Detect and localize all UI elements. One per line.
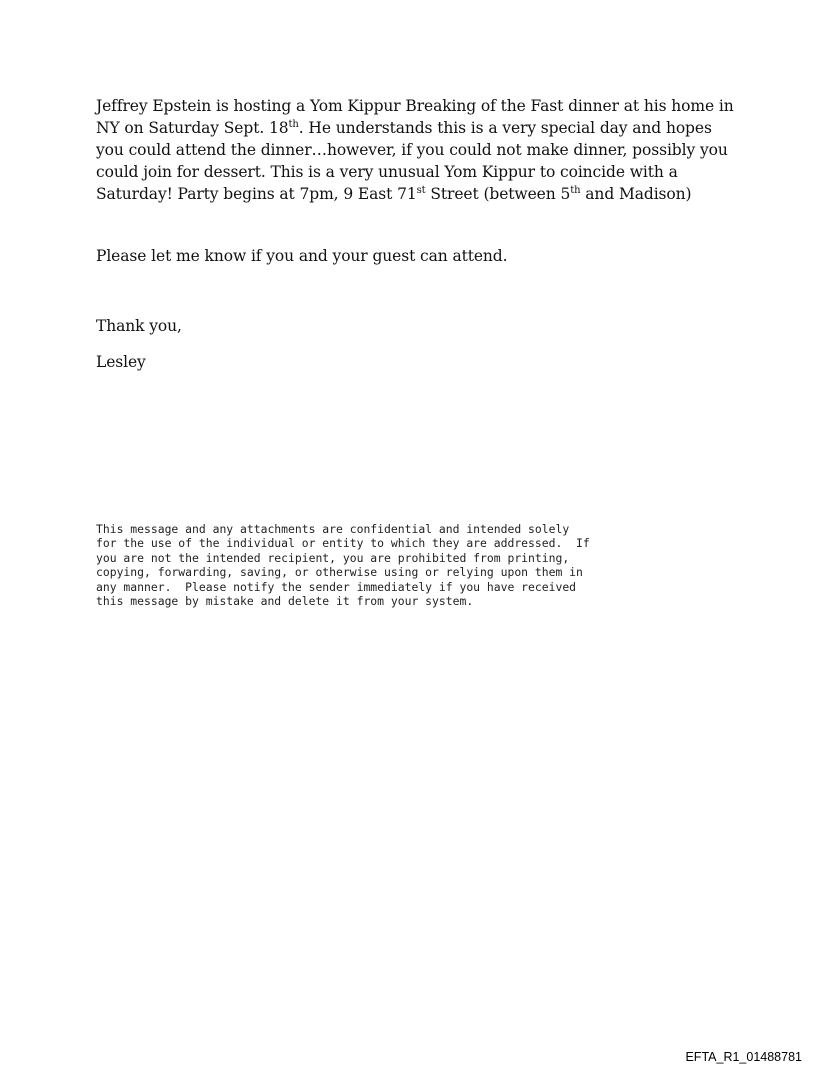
invitation-text-4: and Madison) [580, 185, 692, 203]
ordinal-suffix: th [288, 118, 299, 130]
closing-line: Thank you, [96, 317, 182, 335]
invitation-paragraph [96, 95, 736, 205]
signature: Lesley [96, 353, 146, 371]
invitation-text-2: . He understands this is a very special day and hopes you could attend the dinner…however, if you could not make dinner, possibly you could join for dessert. This is a very unusual Yom Kippur to coincide with a Saturday! Party begins at 7pm, 9 East 71 [96, 119, 728, 203]
invitation-text-3: Street (between 5 [425, 185, 571, 203]
invitation-text-1: Jeffrey Epstein is hosting a Yom Kippur Breaking of the Fast dinner at his home in NY on Saturday Sept. 18 [96, 97, 734, 137]
ordinal-suffix: st [416, 184, 426, 196]
rsvp-request: Please let me know if you and your guest can attend. [96, 247, 508, 265]
ordinal-suffix: th [570, 184, 581, 196]
confidentiality-disclaimer: This message and any attachments are confidential and intended solely for the use of the individual or entity to which they are addressed. If you are not the intended recipient, you are prohibited from printing, copying, forwarding, saving, or otherwise using or relying upon them in any manner. Please notify the sender immediately if you have received this message by mistake and delete it from your system. [96, 522, 590, 609]
document-id: EFTA_R1_01488781 [685, 1050, 802, 1064]
